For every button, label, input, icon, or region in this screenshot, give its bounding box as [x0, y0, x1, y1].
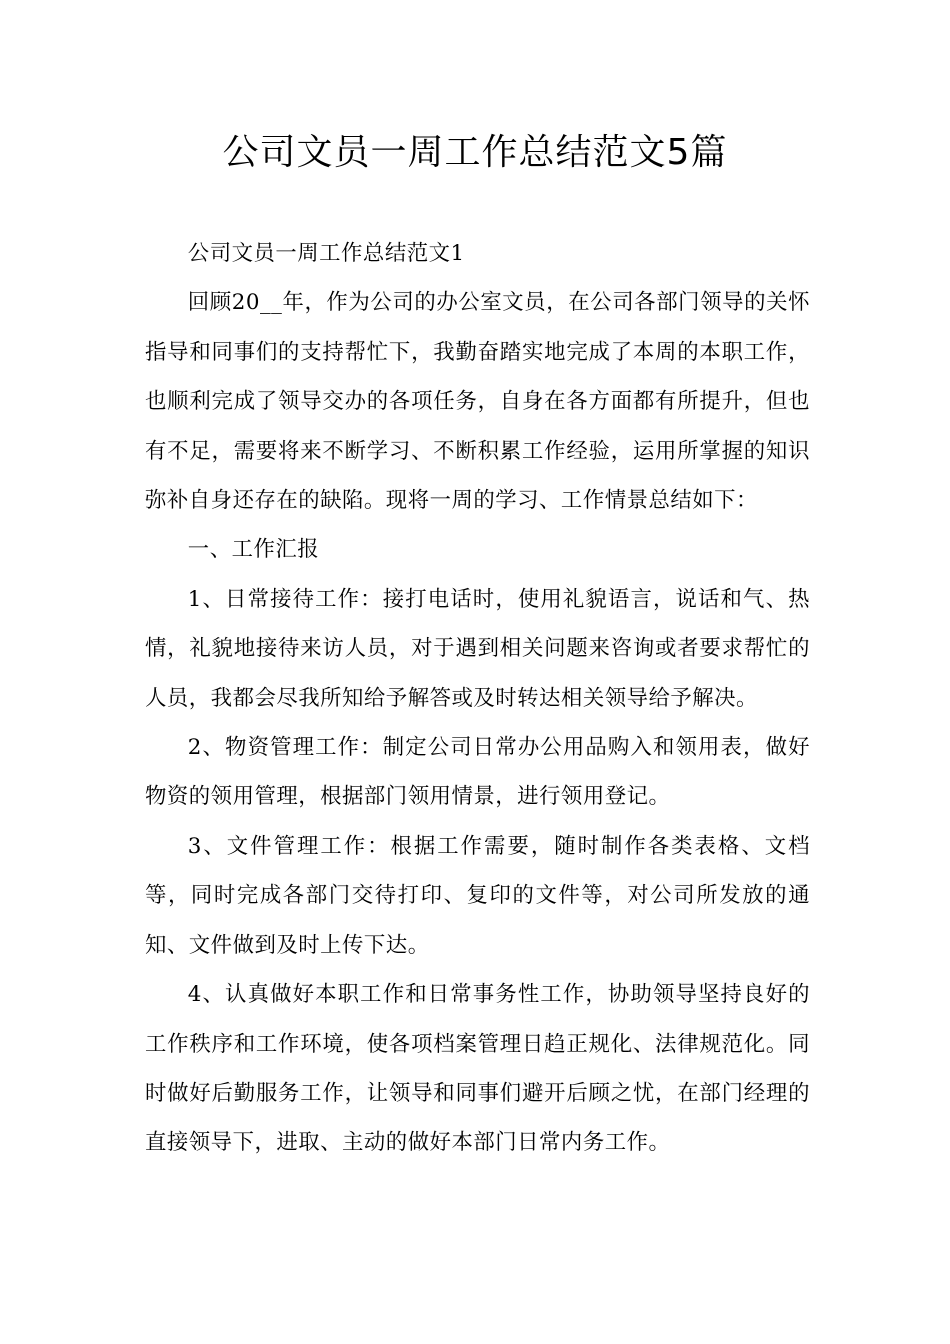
paragraph-item-2: 2、物资管理工作：制定公司日常办公用品购入和领用表，做好物资的领用管理，根据部门领用情景，进行领用登记。 — [145, 735, 810, 810]
paragraph-item-3: 3、文件管理工作：根据工作需要，随时制作各类表格、文档等，同时完成各部门交待打印、复印的文件等，对公司所发放的通知、文件做到及时上传下达。 — [145, 833, 810, 958]
document-title: 公司文员一周工作总结范文5篇 — [222, 132, 728, 173]
document-body — [145, 229, 810, 1168]
section-heading: 公司文员一周工作总结范文1 — [187, 241, 465, 266]
subheading-work-report: 一、工作汇报 — [187, 537, 320, 563]
paragraph-intro: 回顾20__年，作为公司的办公室文员，在公司各部门领导的关怀指导和同事们的支持帮忙下，我勤奋踏实地完成了本周的本职工作，也顺利完成了领导交办的各项任务，自身在各方面都有所提升，但也有不足，需要将来不断学习、不断积累工作经验，运用所掌握的知识弥补自身还存在的缺陷。现将一周的学习、工作情景总结如下： — [145, 290, 810, 514]
paragraph-item-1: 1、日常接待工作：接打电话时，使用礼貌语言，说话和气、热情，礼貌地接待来访人员，对于遇到相关问题来咨询或者要求帮忙的人员，我都会尽我所知给予解答或及时转达相关领导给予解决。 — [145, 586, 810, 711]
paragraph-item-4: 4、认真做好本职工作和日常事务性工作，协助领导坚持良好的工作秩序和工作环境，使各项档案管理日趋正规化、法律规范化。同时做好后勤服务工作，让领导和同事们避开后顾之忧，在部门经理的直接领导下，进取、主动的做好本部门日常内务工作。 — [145, 982, 810, 1156]
